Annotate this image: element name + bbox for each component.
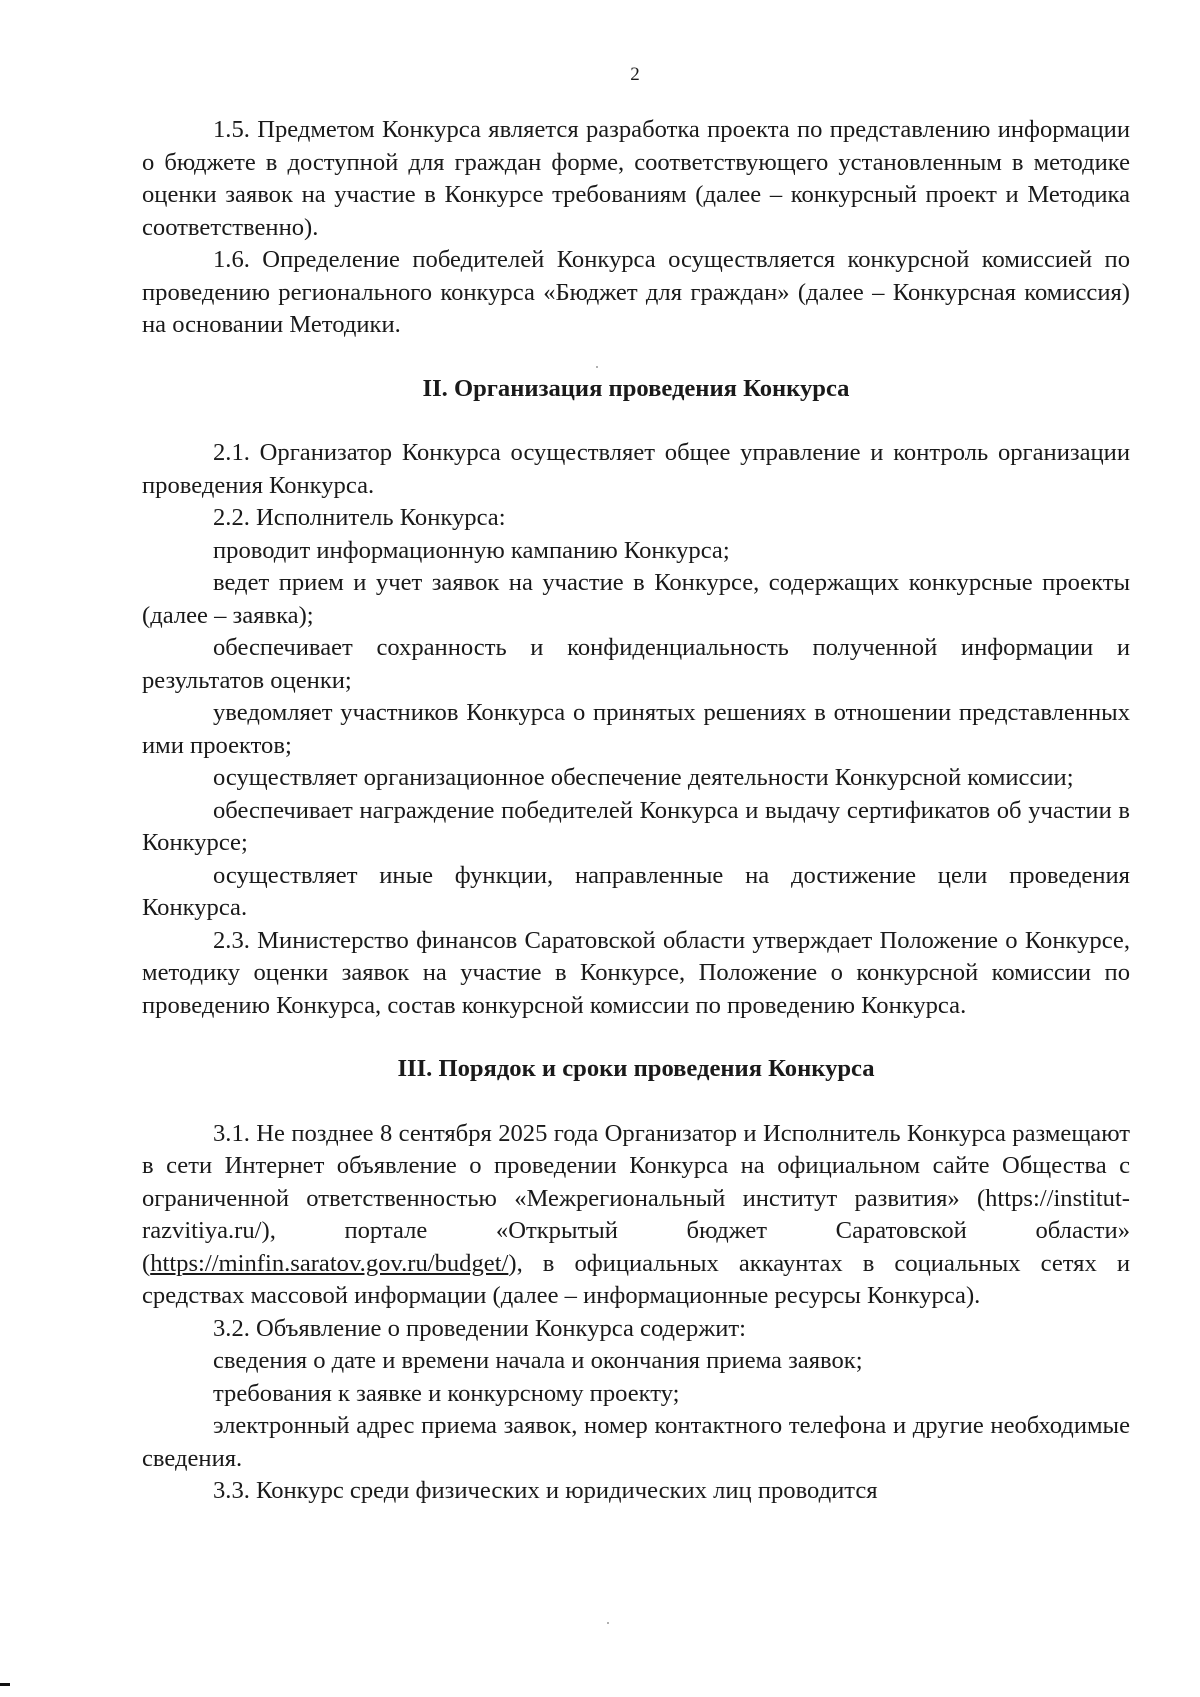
paragraph-2-3: 2.3. Министерство финансов Саратовской области утверждает Положение о Конкурсе, методику оценки заявок на участие в Конкурсе, Положение о конкурсной комиссии по проведению Конкурса, состав конкурсной комиссии по проведению Конкурса. (142, 926, 1130, 1019)
list-item: сведения о дате и времени начала и окончания приема заявок; (213, 1347, 863, 1374)
list-item: уведомляет участников Конкурса о принятых решениях в отношении представленных ими проектов; (142, 699, 1130, 759)
section-2-heading: II. Организация проведения Конкурса (422, 374, 850, 402)
list-item: ведет прием и учет заявок на участие в Конкурсе, содержащих конкурсные проекты (далее – заявка); (142, 569, 1130, 629)
budget-portal-link[interactable]: https://minfin.saratov.gov.ru/budget/ (150, 1249, 509, 1277)
scan-artifact-dot (607, 1622, 609, 1624)
paragraph-2-1: 2.1. Организатор Конкурса осуществляет общее управление и контроль организации проведения Конкурса. (142, 439, 1130, 499)
paragraph-3-3: 3.3. Конкурс среди физических и юридических лиц проводится (213, 1477, 878, 1504)
list-item: обеспечивает сохранность и конфиденциальность полученной информации и результатов оценки; (142, 634, 1130, 694)
section-3-heading: III. Порядок и сроки проведения Конкурса (397, 1055, 875, 1082)
paragraph-1-5: 1.5. Предметом Конкурса является разработка проекта по представлению информации о бюджете в доступной для граждан форме, соответствующего установленным в методике оценки заявок на участие в Конкурсе требованиям (далее – конкурсный проект и Методика соответственно). (142, 116, 1130, 241)
paragraph-3-2: 3.2. Объявление о проведении Конкурса содержит: (213, 1314, 746, 1342)
paragraph-1-6: 1.6. Определение победителей Конкурса осуществляется конкурсной комиссией по проведению регионального конкурса «Бюджет для граждан» (далее – Конкурсная комиссия) на основании Методики. (142, 246, 1130, 338)
list-item: требования к заявке и конкурсному проекту; (213, 1379, 680, 1407)
list-item: электронный адрес приема заявок, номер контактного телефона и другие необходимые сведения. (142, 1412, 1130, 1472)
scan-artifact-mark (0, 1683, 10, 1686)
list-item: обеспечивает награждение победителей Конкурса и выдачу сертификатов об участии в Конкурсе; (142, 796, 1130, 856)
scan-artifact-dot (596, 366, 598, 368)
document-body (142, 114, 1130, 1508)
list-item: осуществляет иные функции, направленные на достижение цели проведения Конкурса. (142, 861, 1130, 921)
list-item: проводит информационную кампанию Конкурса; (213, 536, 730, 564)
paragraph-3-1-text: 3.1. Не позднее 8 сентября 2025 года Организатор и Исполнитель Конкурса размещают в сети Интернет объявление о проведении Конкурса на официальном сайте Общества с ограниченной ответственностью «Межрегиональный институт развития» (https://institut-razvitiya.ru/), портале «Открытый бюджет Саратовской области» ( (142, 1119, 1130, 1277)
paragraph-2-2: 2.2. Исполнитель Конкурса: (213, 504, 506, 531)
paragraph-3-1 (142, 1118, 1130, 1313)
paragraph-3-1-text-end: ), в официальных аккаунтах в социальных сетях и средствах массовой информации (далее – информационные ресурсы Конкурса). (142, 1249, 1130, 1309)
page-number: 2 (630, 64, 640, 85)
list-item: осуществляет организационное обеспечение деятельности Конкурсной комиссии; (213, 764, 1074, 791)
